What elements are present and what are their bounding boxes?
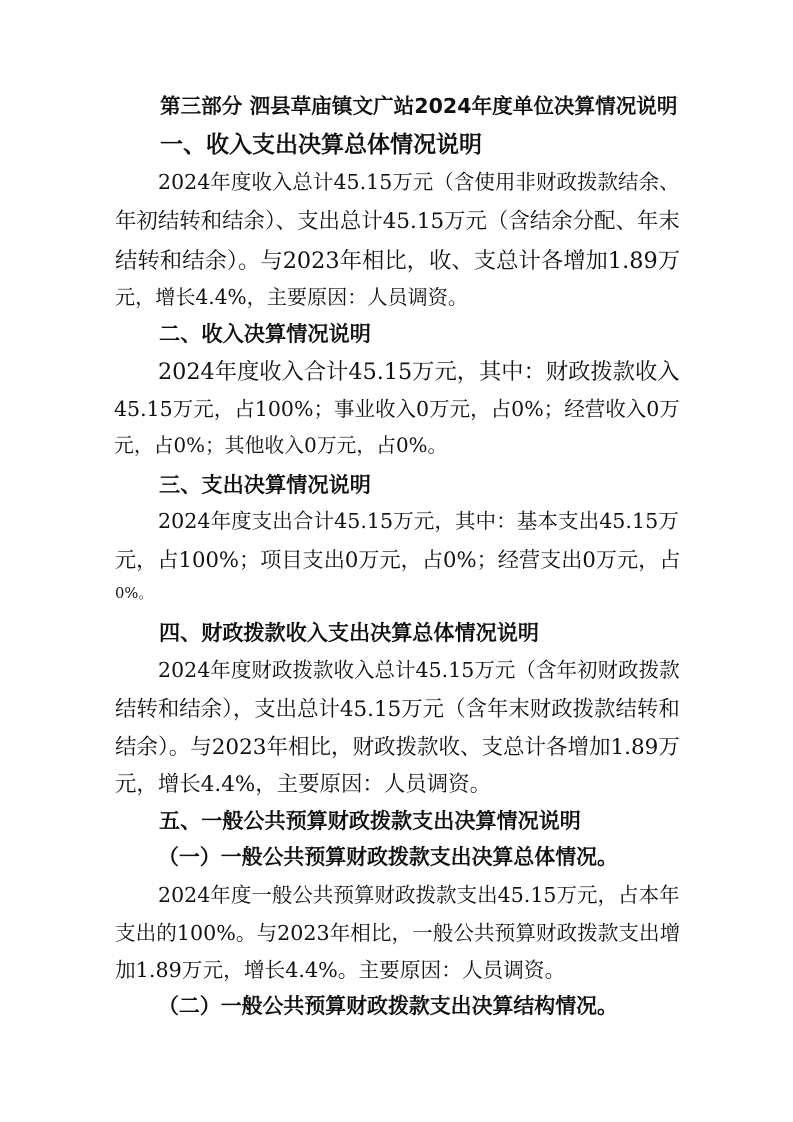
subsection-5-1-line-2: 支出的100%。与2023年相比，一般公共预算财政拨款支出增	[115, 921, 681, 945]
section-2-line-1: 2024年度收入合计45.15万元，其中：财政拨款收入	[158, 359, 680, 385]
section-4-line-4: 元，增长4.4%，主要原因：人员调资。	[115, 772, 492, 797]
section-heading-4: 四、财政拨款收入支出决算总体情况说明	[159, 620, 539, 645]
page-title: 第三部分 泗县草庙镇文广站2024年度单位决算情况说明	[160, 94, 678, 118]
section-heading-1: 一、收入支出决算总体情况说明	[160, 132, 482, 158]
section-3-line-1: 2024年度支出合计45.15万元，其中：基本支出45.15万	[158, 509, 679, 533]
section-1-line-2: 年初结转和结余）、支出总计45.15万元（含结余分配、年末	[115, 209, 680, 234]
section-2-line-3: 元，占0%；其他收入0万元，占0%。	[114, 434, 448, 457]
subsection-5-1-line-3: 加1.89万元，增长4.4%。主要原因：人员调资。	[115, 958, 566, 982]
subsection-heading-5-1: （一）一般公共预算财政拨款支出决算总体情况。	[158, 845, 618, 869]
section-heading-3: 三、支出决算情况说明	[159, 472, 371, 497]
subsection-5-1-line-1: 2024年度一般公共预算财政拨款支出45.15万元，占本年	[158, 883, 680, 907]
section-2-line-2: 45.15万元，占100%；事业收入0万元，占0%；经营收入0万	[114, 397, 680, 421]
section-4-line-2: 结转和结余），支出总计45.15万元（含年末财政拨款结转和	[115, 697, 680, 722]
section-heading-2: 二、收入决算情况说明	[159, 321, 371, 346]
section-1-line-3: 结转和结余）。与2023年相比，收、支总计各增加1.89万	[115, 248, 681, 274]
section-4-line-3: 结余）。与2023年相比，财政拨款收、支总计各增加1.89万	[115, 735, 680, 760]
subsection-heading-5-2: （二）一般公共预算财政拨款支出决算结构情况。	[158, 994, 618, 1018]
section-3-line-2: 元，占100%；项目支出0万元，占0%；经营支出0万元，占	[115, 547, 681, 572]
section-heading-5: 五、一般公共预算财政拨款支出决算情况说明	[159, 808, 581, 833]
section-4-line-1: 2024年度财政拨款收入总计45.15万元（含年初财政拨款	[158, 658, 680, 682]
section-1-line-4: 元，增长4.4%，主要原因：人员调资。	[115, 285, 469, 309]
section-3-line-3: 0%。	[115, 585, 154, 602]
section-1-line-1: 2024年度收入总计45.15万元（含使用非财政拨款结余、	[158, 170, 680, 194]
